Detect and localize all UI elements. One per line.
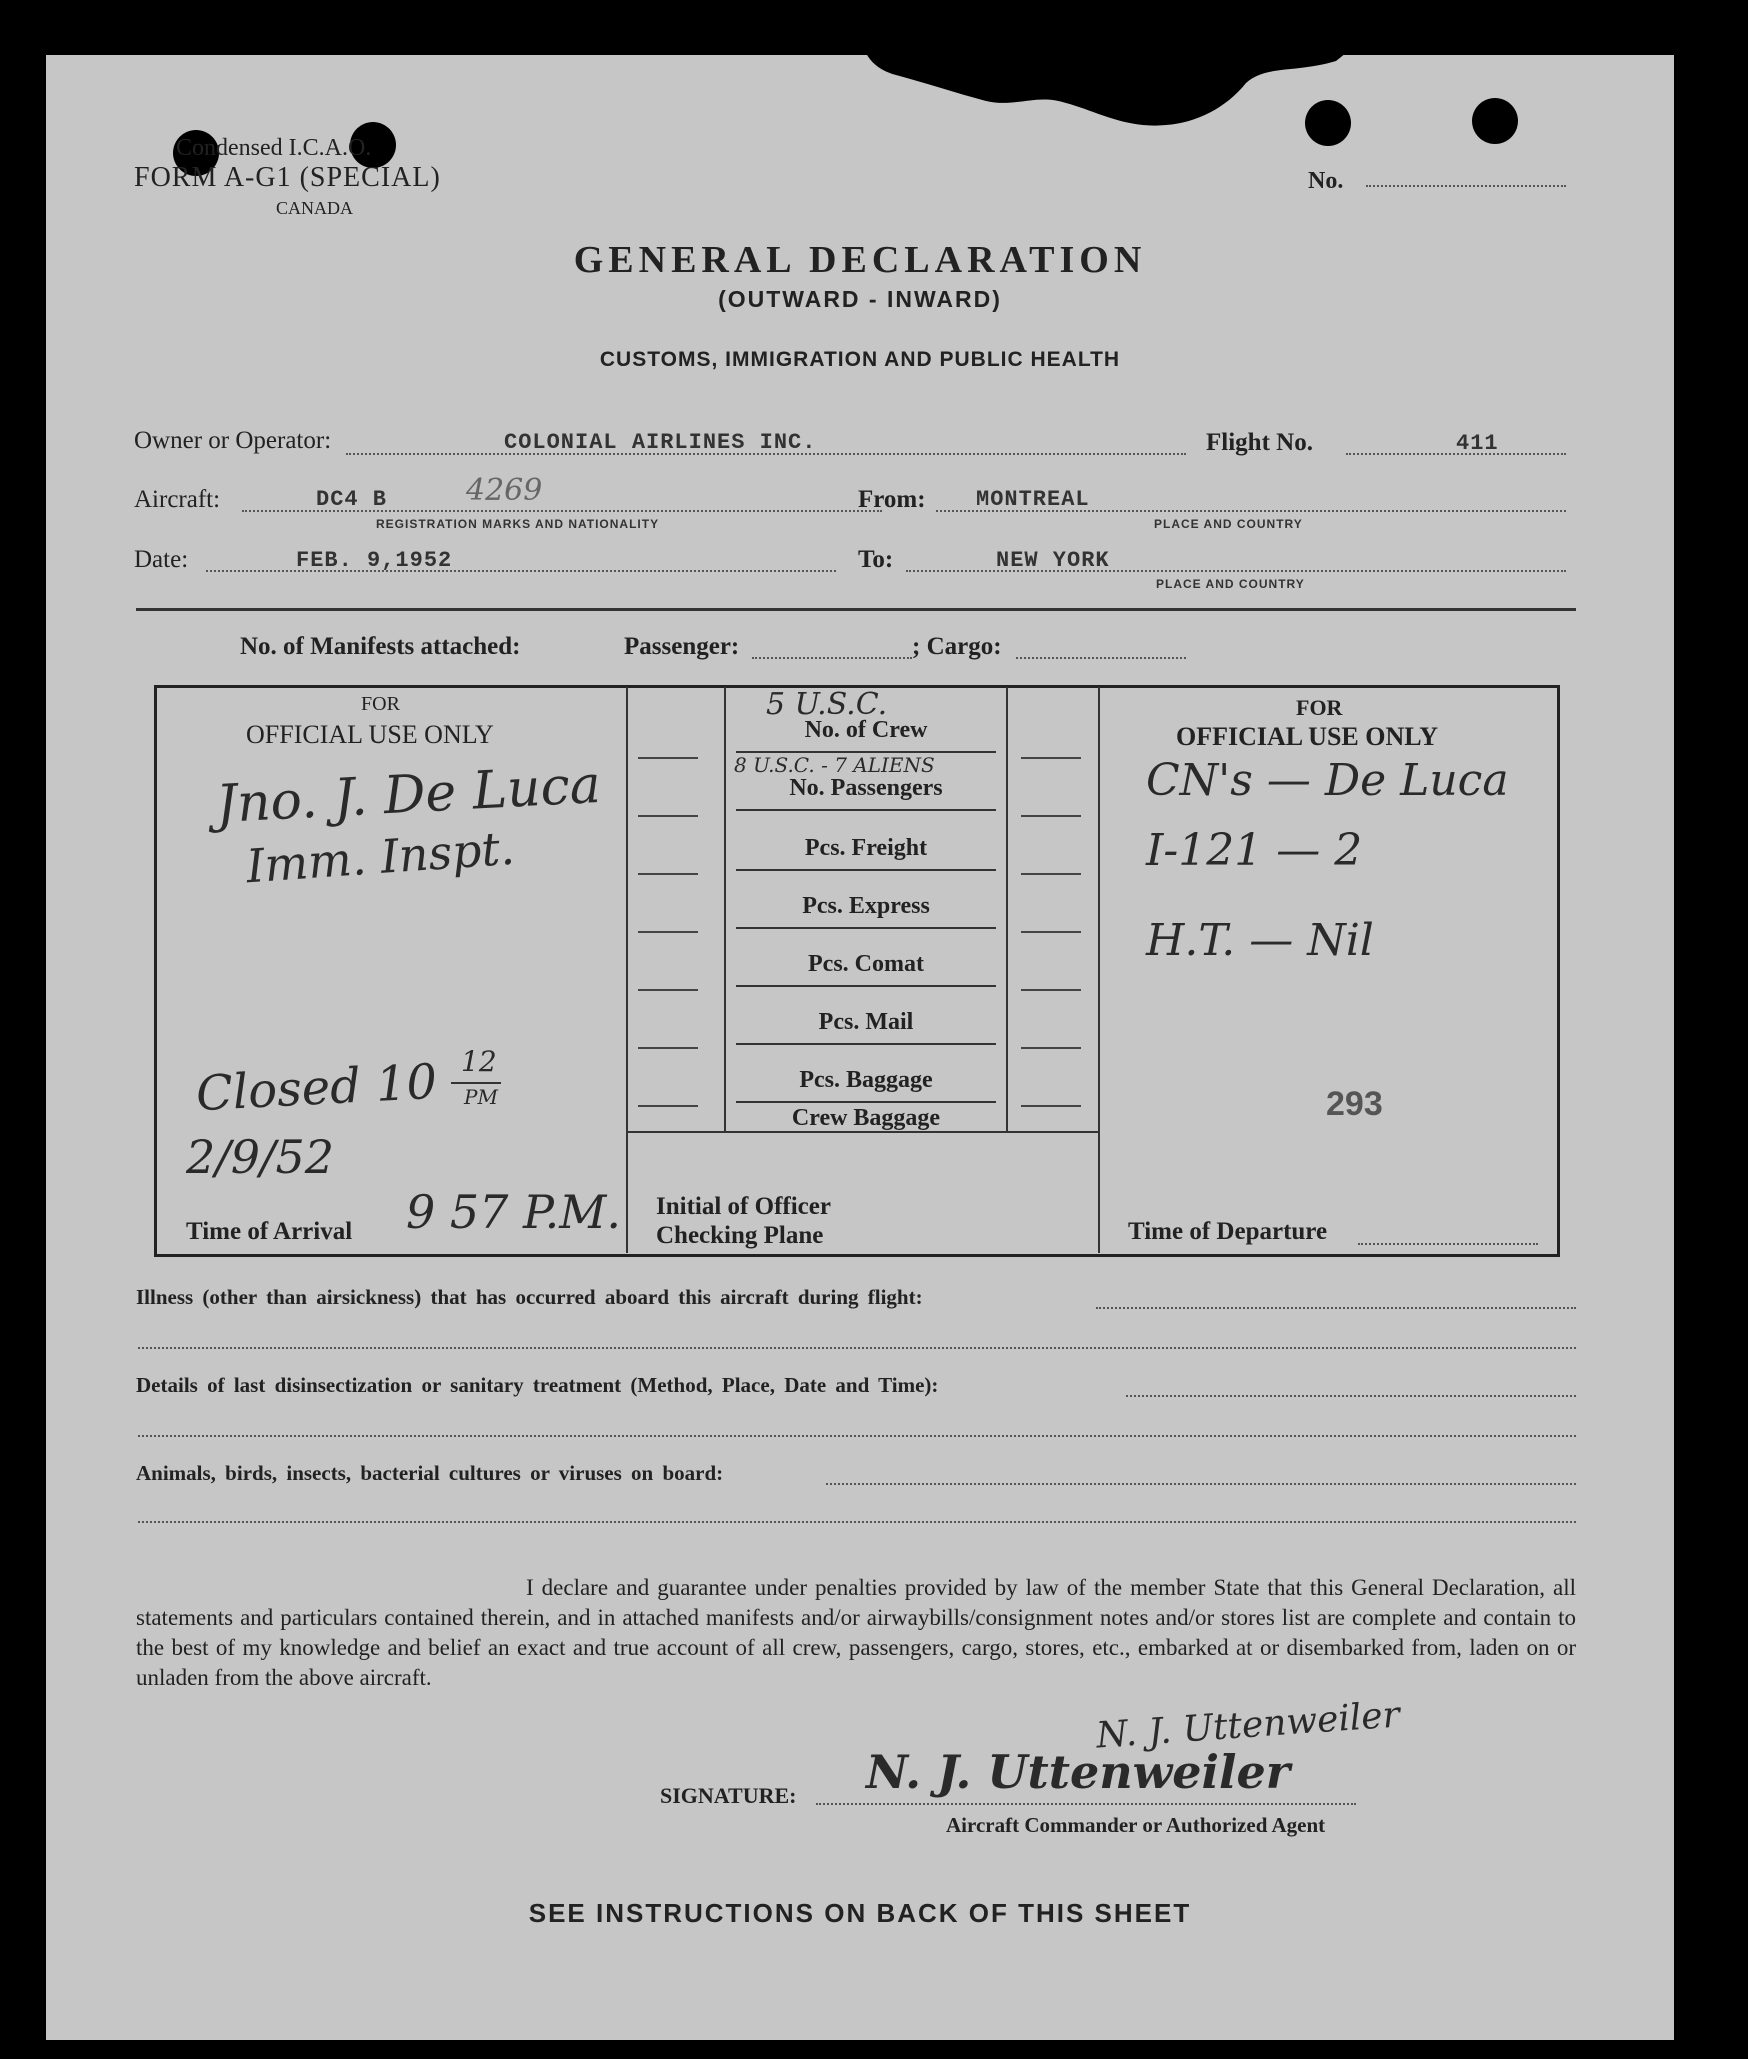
punch-hole [1472, 98, 1518, 144]
count-cell [638, 1105, 698, 1107]
illness-label: Illness (other than airsickness) that has occurred aboard this aircraft during flight: [136, 1285, 923, 1309]
form-line-1: Condensed I.C.A.O. [176, 135, 372, 161]
stamp-number: 293 [1326, 1085, 1383, 1123]
ht-note: H.T. — Nil [1146, 915, 1374, 966]
departure-blank [1358, 1243, 1538, 1245]
row-line [736, 1101, 996, 1103]
closed-note-minutes: 12 [461, 1045, 497, 1078]
count-cell [1021, 873, 1081, 875]
from-label: From: [858, 486, 926, 513]
passenger-label: Passenger: [624, 633, 740, 660]
details-label: Details of last disinsectization or sanitary treatment (Method, Place, Date and Time): [136, 1373, 939, 1397]
to-value: NEW YORK [996, 548, 1110, 573]
from-value: MONTREAL [976, 487, 1090, 512]
table-divider [626, 687, 628, 1253]
flight-value: 411 [1456, 431, 1499, 456]
page-subtitle-2: CUSTOMS, IMMIGRATION AND PUBLIC HEALTH [599, 348, 1121, 371]
aircraft-handwritten: 4269 [466, 473, 543, 508]
center-rows [726, 687, 1006, 1131]
initial-label-1: Initial of Officer [656, 1193, 831, 1220]
registration-caption: REGISTRATION MARKS AND NATIONALITY [376, 517, 660, 531]
count-cell [1021, 815, 1081, 817]
row-crew: No. of Crew [804, 717, 928, 743]
count-cell [638, 815, 698, 817]
count-cell [1021, 1105, 1081, 1107]
arrival-time: 9 57 P.M. [406, 1185, 622, 1239]
form-sheet [46, 55, 1674, 2040]
animals-blank [826, 1483, 1576, 1485]
signature-lower: N. J. Uttenweiler [866, 1745, 1290, 1799]
row-line [736, 809, 996, 811]
inspector-signature: Jno. J. De Luca [214, 754, 603, 836]
left-for-label: FOR [361, 693, 400, 715]
row-freight: Pcs. Freight [804, 835, 928, 861]
owner-value: COLONIAL AIRLINES INC. [504, 430, 817, 455]
count-cell [638, 1047, 698, 1049]
row-comat: Pcs. Comat [808, 951, 924, 977]
i121-note: I-121 — 2 [1146, 825, 1363, 876]
cns-note: CN's — De Luca [1146, 755, 1509, 806]
count-cell [638, 931, 698, 933]
date-value: FEB. 9,1952 [296, 548, 453, 573]
signature-upper: N. J. Uttenweiler [1094, 1694, 1402, 1757]
count-cell [638, 873, 698, 875]
number-blank [1366, 185, 1566, 187]
count-cell [1021, 1047, 1081, 1049]
row-line [736, 927, 996, 929]
table-divider [1098, 687, 1100, 1253]
manifests-label: No. of Manifests attached: [240, 633, 521, 660]
initial-label-2: Checking Plane [656, 1222, 824, 1249]
illness-blank-2 [138, 1347, 1576, 1349]
closed-note-pm: PM [464, 1085, 498, 1109]
passengers-handwritten: 8 U.S.C. - 7 ALIENS [734, 753, 935, 777]
signature-caption: Aircraft Commander or Authorized Agent [946, 1813, 1326, 1837]
cargo-label: ; Cargo: [912, 633, 1002, 660]
row-passengers: No. Passengers [789, 775, 943, 801]
cargo-blank [1016, 657, 1186, 659]
animals-label: Animals, birds, insects, bacterial cultures or viruses on board: [136, 1461, 724, 1485]
count-cell [638, 757, 698, 759]
table-divider [1006, 687, 1008, 1131]
form-line-2: FORM A-G1 (SPECIAL) [134, 162, 441, 193]
arrival-date: 2/9/52 [186, 1130, 335, 1184]
form-line-3: CANADA [276, 198, 354, 218]
row-mail: Pcs. Mail [818, 1009, 914, 1035]
row-crew-baggage: Crew Baggage [791, 1105, 941, 1131]
owner-label: Owner or Operator: [134, 427, 332, 454]
inspector-title: Imm. Inspt. [244, 820, 517, 894]
aircraft-value: DC4 B [316, 487, 388, 512]
count-cell [1021, 931, 1081, 933]
details-blank [1126, 1395, 1576, 1397]
count-cell [1021, 757, 1081, 759]
page-subtitle: (OUTWARD - INWARD) [718, 286, 1002, 312]
date-label: Date: [134, 546, 189, 573]
closed-note: Closed 10 [194, 1053, 439, 1123]
flight-label: Flight No. [1206, 429, 1313, 456]
left-official-label: OFFICIAL USE ONLY [246, 720, 494, 749]
separator-line [136, 608, 1576, 611]
place-caption-to: PLACE AND COUNTRY [1156, 577, 1305, 591]
fraction-bar [451, 1082, 501, 1084]
declaration-text: I declare and guarantee under penalties provided by law of the member State that this General Declaration, all statements and particulars contained therein, and in attached manifests and/or airwaybills/consignment notes and/or stores list are complete and contain to the best of my knowledge and belief an exact and true account of all crew, passengers, cargo, stores, etc., embarked at or disembarked from, laden on or unladen from the above aircraft. [136, 1575, 1576, 1690]
departure-label: Time of Departure [1128, 1218, 1328, 1245]
page-title: GENERAL DECLARATION [573, 239, 1147, 281]
to-label: To: [858, 546, 894, 573]
crew-count-handwritten: 5 U.S.C. [766, 687, 888, 722]
signature-blank [816, 1803, 1356, 1805]
row-line [736, 869, 996, 871]
row-baggage: Pcs. Baggage [799, 1067, 933, 1093]
passenger-blank [752, 657, 912, 659]
arrival-label: Time of Arrival [186, 1218, 353, 1245]
right-official-label: OFFICIAL USE ONLY [1176, 722, 1438, 751]
signature-label: SIGNATURE: [660, 1783, 797, 1808]
count-cell [1021, 989, 1081, 991]
count-cell [638, 989, 698, 991]
row-line [736, 1043, 996, 1045]
row-line [736, 985, 996, 987]
illness-blank [1096, 1307, 1576, 1309]
torn-edge [866, 53, 1346, 143]
place-caption-from: PLACE AND COUNTRY [1154, 517, 1303, 531]
details-blank-2 [138, 1435, 1576, 1437]
animals-blank-2 [138, 1521, 1576, 1523]
footer-instructions: SEE INSTRUCTIONS ON BACK OF THIS SHEET [528, 1898, 1192, 1928]
row-express: Pcs. Express [802, 893, 930, 919]
aircraft-label: Aircraft: [134, 486, 221, 513]
right-for-label: FOR [1296, 695, 1343, 720]
number-label: No. [1308, 168, 1344, 194]
punch-hole [1305, 100, 1351, 146]
